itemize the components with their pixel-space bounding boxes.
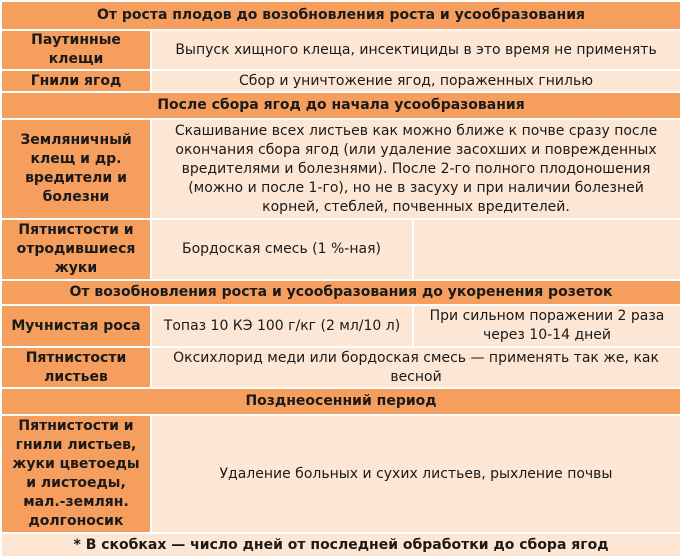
table-row: [1, 347, 680, 388]
section-header-row: [1, 92, 680, 119]
footnote-row: [1, 533, 680, 557]
table-row: [1, 30, 680, 70]
section-header-row: [1, 280, 680, 305]
pest-cell: Пятнистости и гнили листьев, жуки цветоеды и листоеды, мал.-землян. долгоносик: [1, 415, 151, 533]
pest-cell: Мучнистая роса: [1, 305, 151, 347]
measure-cell: Топаз 10 КЭ 100 г/кг (2 мл/10 л): [151, 305, 413, 347]
measure-cell: Бордоская смесь (1 %-ная): [151, 219, 413, 280]
pest-cell: Пятнистости листьев: [1, 347, 151, 388]
table-row: [1, 415, 680, 533]
section-header: От возобновления роста и усообразования до укоренения розеток: [1, 280, 680, 305]
table-row: [1, 219, 680, 280]
table-row: [1, 70, 680, 92]
section-header: После сбора ягод до начала усообразования: [1, 92, 680, 119]
pest-cell: Земляничный клещ и др. вредители и болезни: [1, 119, 151, 219]
table-row: [1, 305, 680, 347]
measure-cell: Оксихлорид меди или бордоская смесь — применять так же, как весной: [151, 347, 680, 388]
table-row: [1, 119, 680, 219]
measure-cell: Сбор и уничтожение ягод, пораженных гнилью: [151, 70, 680, 92]
section-header-row: [1, 388, 680, 415]
measure-cell: Скашивание всех листьев как можно ближе к почве сразу после окончания сбора ягод (или удаление засохших и поврежденных вредителями и болезнями). После 2-го полного плодоношения (можно и после 1-го), но не в засуху и при наличии болезней корней, стеблей, почвенных вредителей.: [151, 119, 680, 219]
measure-cell: Выпуск хищного клеща, инсектициды в это время не применять: [151, 30, 680, 70]
note-cell: [413, 219, 680, 280]
pest-cell: Паутинные клещи: [1, 30, 151, 70]
section-header-row: [1, 1, 680, 30]
footnote: * В скобках — число дней от последней обработки до сбора ягод: [1, 533, 680, 557]
measure-cell: Удаление больных и сухих листьев, рыхление почвы: [151, 415, 680, 533]
pest-cell: Гнили ягод: [1, 70, 151, 92]
pest-cell: Пятнистости и отродившиеся жуки: [1, 219, 151, 280]
section-header: Позднеосенний период: [1, 388, 680, 415]
section-header: От роста плодов до возобновления роста и усообразования: [1, 1, 680, 30]
note-cell: При сильном поражении 2 раза через 10-14 дней: [413, 305, 680, 347]
